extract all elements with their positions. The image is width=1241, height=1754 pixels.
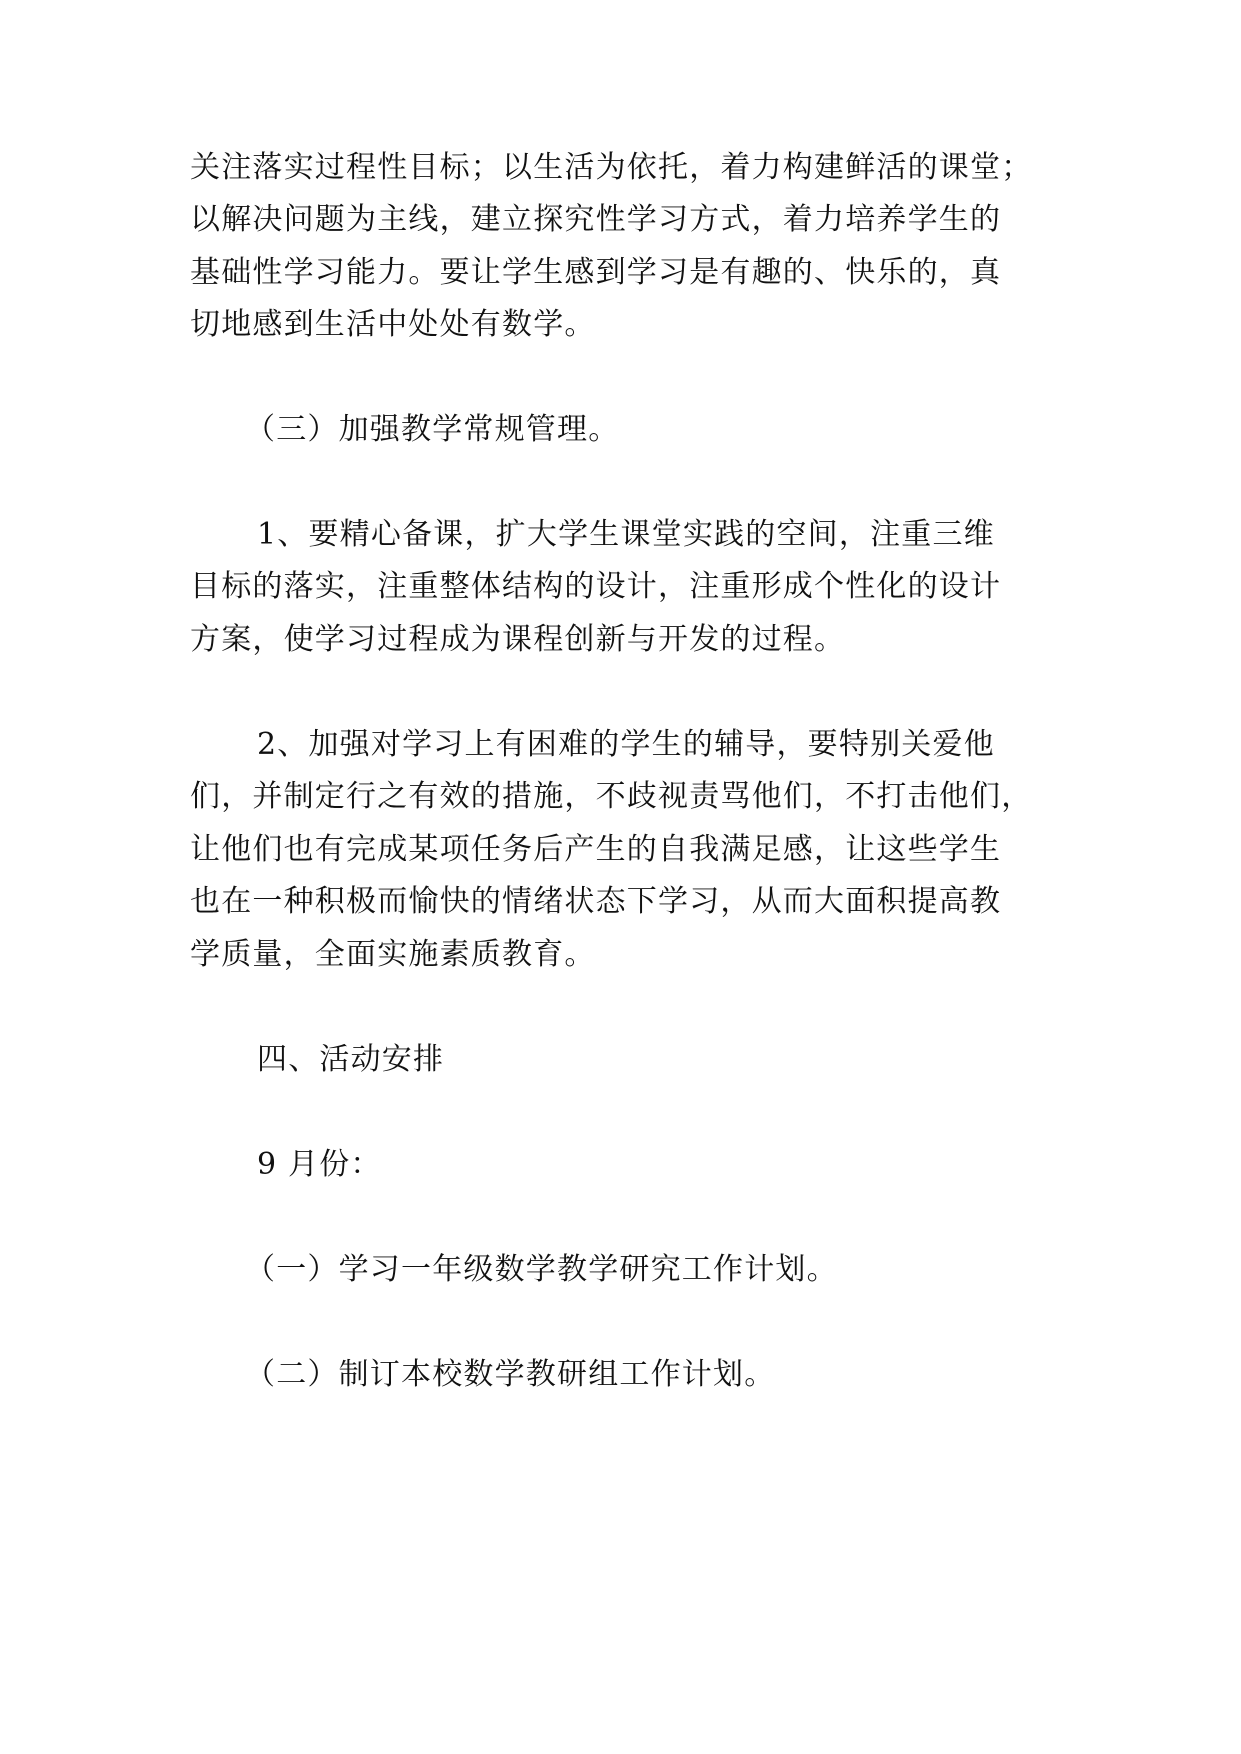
paragraph-line: 方案，使学习过程成为课程创新与开发的过程。: [190, 622, 846, 657]
paragraph-line: 也在一种积极而愉快的情绪状态下学习，从而大面积提高教: [190, 884, 1002, 919]
paragraph-line: 切地感到生活中处处有数学。: [190, 307, 596, 342]
plan-item: （一）学习一年级数学教学研究工作计划。: [245, 1252, 838, 1287]
paragraph-line: 学质量，全面实施素质教育。: [190, 937, 596, 972]
plan-item: （二）制订本校数学教研组工作计划。: [245, 1357, 776, 1392]
section-heading: （三）加强教学常规管理。: [245, 412, 620, 447]
paragraph-line: 目标的落实，注重整体结构的设计，注重形成个性化的设计: [190, 569, 1002, 604]
paragraph-line: 们，并制定行之有效的措施，不歧视责骂他们，不打击他们，: [190, 779, 1033, 814]
month-label: 9 月份：: [257, 1147, 382, 1182]
paragraph-line: 关注落实过程性目标；以生活为依托，着力构建鲜活的课堂；: [190, 150, 1033, 185]
paragraph-line: 2、加强对学习上有困难的学生的辅导，要特别关爱他: [257, 727, 995, 762]
paragraph-line: 基础性学习能力。要让学生感到学习是有趣的、快乐的，真: [190, 255, 1002, 290]
section-title: 四、活动安排: [257, 1042, 445, 1077]
paragraph-line: 1、要精心备课，扩大学生课堂实践的空间，注重三维: [257, 517, 995, 552]
paragraph-line: 以解决问题为主线，建立探究性学习方式，着力培养学生的: [190, 202, 1002, 237]
paragraph-line: 让他们也有完成某项任务后产生的自我满足感，让这些学生: [190, 832, 1002, 867]
